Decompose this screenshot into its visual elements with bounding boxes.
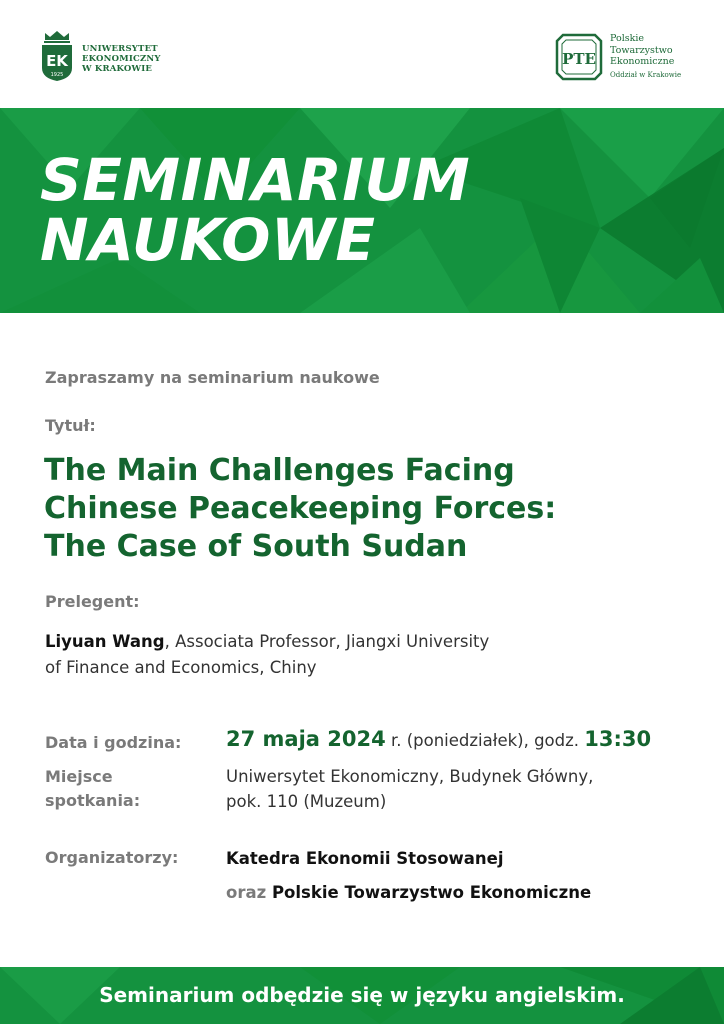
language-footer — [0, 967, 724, 1024]
organizer-primary: Katedra Ekonomii Stosowanej — [226, 849, 504, 868]
title-label: Tytuł: — [45, 416, 96, 435]
title-banner — [0, 108, 724, 313]
uek-name-line: EKONOMICZNY — [82, 54, 161, 64]
uek-name-line: UNIWERSYTET — [82, 44, 158, 54]
place-label-line: Miejsce — [45, 767, 113, 786]
uek-badge-text: EK — [46, 52, 68, 70]
uek-name — [82, 44, 161, 74]
date-label: Data i godzina: — [45, 733, 182, 752]
place-line: Uniwersytet Ekonomiczny, Budynek Główny, — [226, 767, 594, 786]
pte-name-line: Polskie — [610, 33, 645, 44]
event-date: 27 maja 2024 — [226, 727, 386, 751]
organizers-value — [226, 846, 591, 905]
speaker-name: Liyuan Wang — [45, 632, 165, 651]
event-time: 13:30 — [584, 727, 652, 751]
pte-name — [610, 33, 681, 81]
speaker-info — [45, 629, 645, 681]
place-line: pok. 110 (Muzeum) — [226, 792, 387, 811]
footer-text: Seminarium odbędzie się w języku angielskim. — [99, 983, 625, 1007]
uek-year-text: 1925 — [50, 72, 64, 78]
pte-mark-text: PTE — [562, 50, 596, 68]
date-suffix: r. (poniedziałek), godz. — [385, 731, 585, 750]
invitation-text: Zapraszamy na seminarium naukowe — [45, 368, 380, 387]
pte-name-line: Ekonomiczne — [610, 56, 675, 67]
banner-title-line: NAUKOWE — [40, 206, 376, 274]
organizer-connector: oraz — [226, 883, 272, 902]
pte-branch: Oddział w Krakowie — [610, 70, 682, 79]
speaker-affiliation-cont: of Finance and Economics, Chiny — [45, 658, 317, 677]
organizers-label: Organizatorzy: — [45, 848, 179, 867]
place-label-line: spotkania: — [45, 791, 141, 810]
banner-title — [40, 146, 471, 274]
uek-logo — [40, 30, 170, 82]
speaker-label: Prelegent: — [45, 592, 140, 611]
banner-title-line: SEMINARIUM — [40, 146, 471, 214]
organizer-secondary-row — [226, 880, 591, 905]
pte-logo — [555, 33, 695, 83]
seminar-title-line: The Case of South Sudan — [44, 529, 468, 564]
pte-name-line: Towarzystwo — [610, 44, 673, 56]
seminar-title-line: Chinese Peacekeeping Forces: — [44, 491, 557, 526]
place-label — [45, 765, 140, 813]
pte-emblem-icon — [555, 33, 603, 81]
date-value — [226, 727, 651, 753]
organizer-secondary: Polskie Towarzystwo Ekonomiczne — [271, 883, 592, 902]
uek-emblem-icon — [40, 30, 74, 82]
uek-name-line: W KRAKOWIE — [82, 64, 153, 74]
place-value — [226, 764, 593, 814]
seminar-title-line: The Main Challenges Facing — [44, 453, 515, 488]
seminar-title — [44, 452, 684, 566]
speaker-affiliation: , Associata Professor, Jiangxi University — [164, 632, 490, 651]
